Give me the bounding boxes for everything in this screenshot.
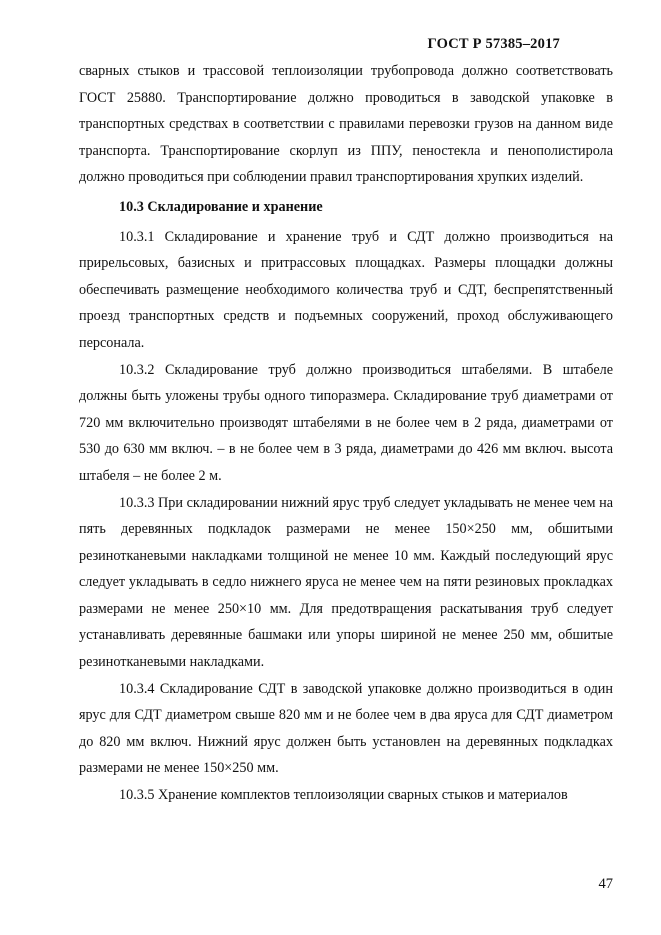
paragraph-10-3-2: 10.3.2 Складирование труб должно производиться штабелями. В штабеле должны быть уложены трубы одного типоразмера. Складирование труб диаметрами от 720 мм включительно производят штабелями в не более чем в 2 ряда, диаметрами от 530 до 630 мм включ. – в не более чем в 3 ряда, диаметрами до 426 мм включ. высота штабеля – не более 2 м. (79, 361, 613, 484)
paragraph-10-3-5: 10.3.5 Хранение комплектов теплоизоляции сварных стыков и материалов (119, 787, 568, 804)
paragraph-transport-continuation: сварных стыков и трассовой теплоизоляции трубопровода должно соответствовать ГОСТ 25880. Транспортирование должно проводиться в заводской упаковке в транспортных средствах в соответствии с правилами перевозки грузов на данном виде транспорта. Транспортирование скорлуп из ППУ, пеностекла и пенополистирола должно проводиться при соблюдении правил транспортирования хрупких изделий. (79, 63, 613, 186)
paragraph-10-3-3: 10.3.3 При складировании нижний ярус труб следует укладывать не менее чем на пять деревянных подкладок размерами не менее 150×250 мм, обшитыми резинотканевыми накладками толщиной не менее 10 мм. Каждый последующий ярус следует укладывать в седло нижнего яруса не менее чем на пяти резиновых прокладках размерами не менее 250×10 мм. Для предотвращения раскатывания труб следует устанавливать деревянные башмаки или упоры шириной не менее 250 мм, обшитые резинотканевыми накладками. (79, 494, 613, 671)
document-header: ГОСТ Р 57385–2017 (427, 36, 560, 52)
paragraph-10-3-4: 10.3.4 Складирование СДТ в заводской упаковке должно производиться в один ярус для СДТ диаметром свыше 820 мм и не более чем в два яруса для СДТ диаметром до 820 мм включ. Нижний ярус должен быть установлен на деревянных подкладках размерами не менее 150×250 мм. (79, 680, 613, 777)
section-heading-10-3: 10.3 Складирование и хранение (119, 198, 323, 215)
paragraph-10-3-1: 10.3.1 Складирование и хранение труб и СДТ должно производиться на прирельсовых, базисных и притрассовых площадках. Размеры площадки должны обеспечивать размещение необходимого количества труб и СДТ, беспрепятственный проезд транспортных средств и подъемных сооружений, проход обслуживающего персонала. (79, 228, 613, 351)
page-number: 47 (598, 876, 613, 892)
document-body (79, 58, 613, 809)
